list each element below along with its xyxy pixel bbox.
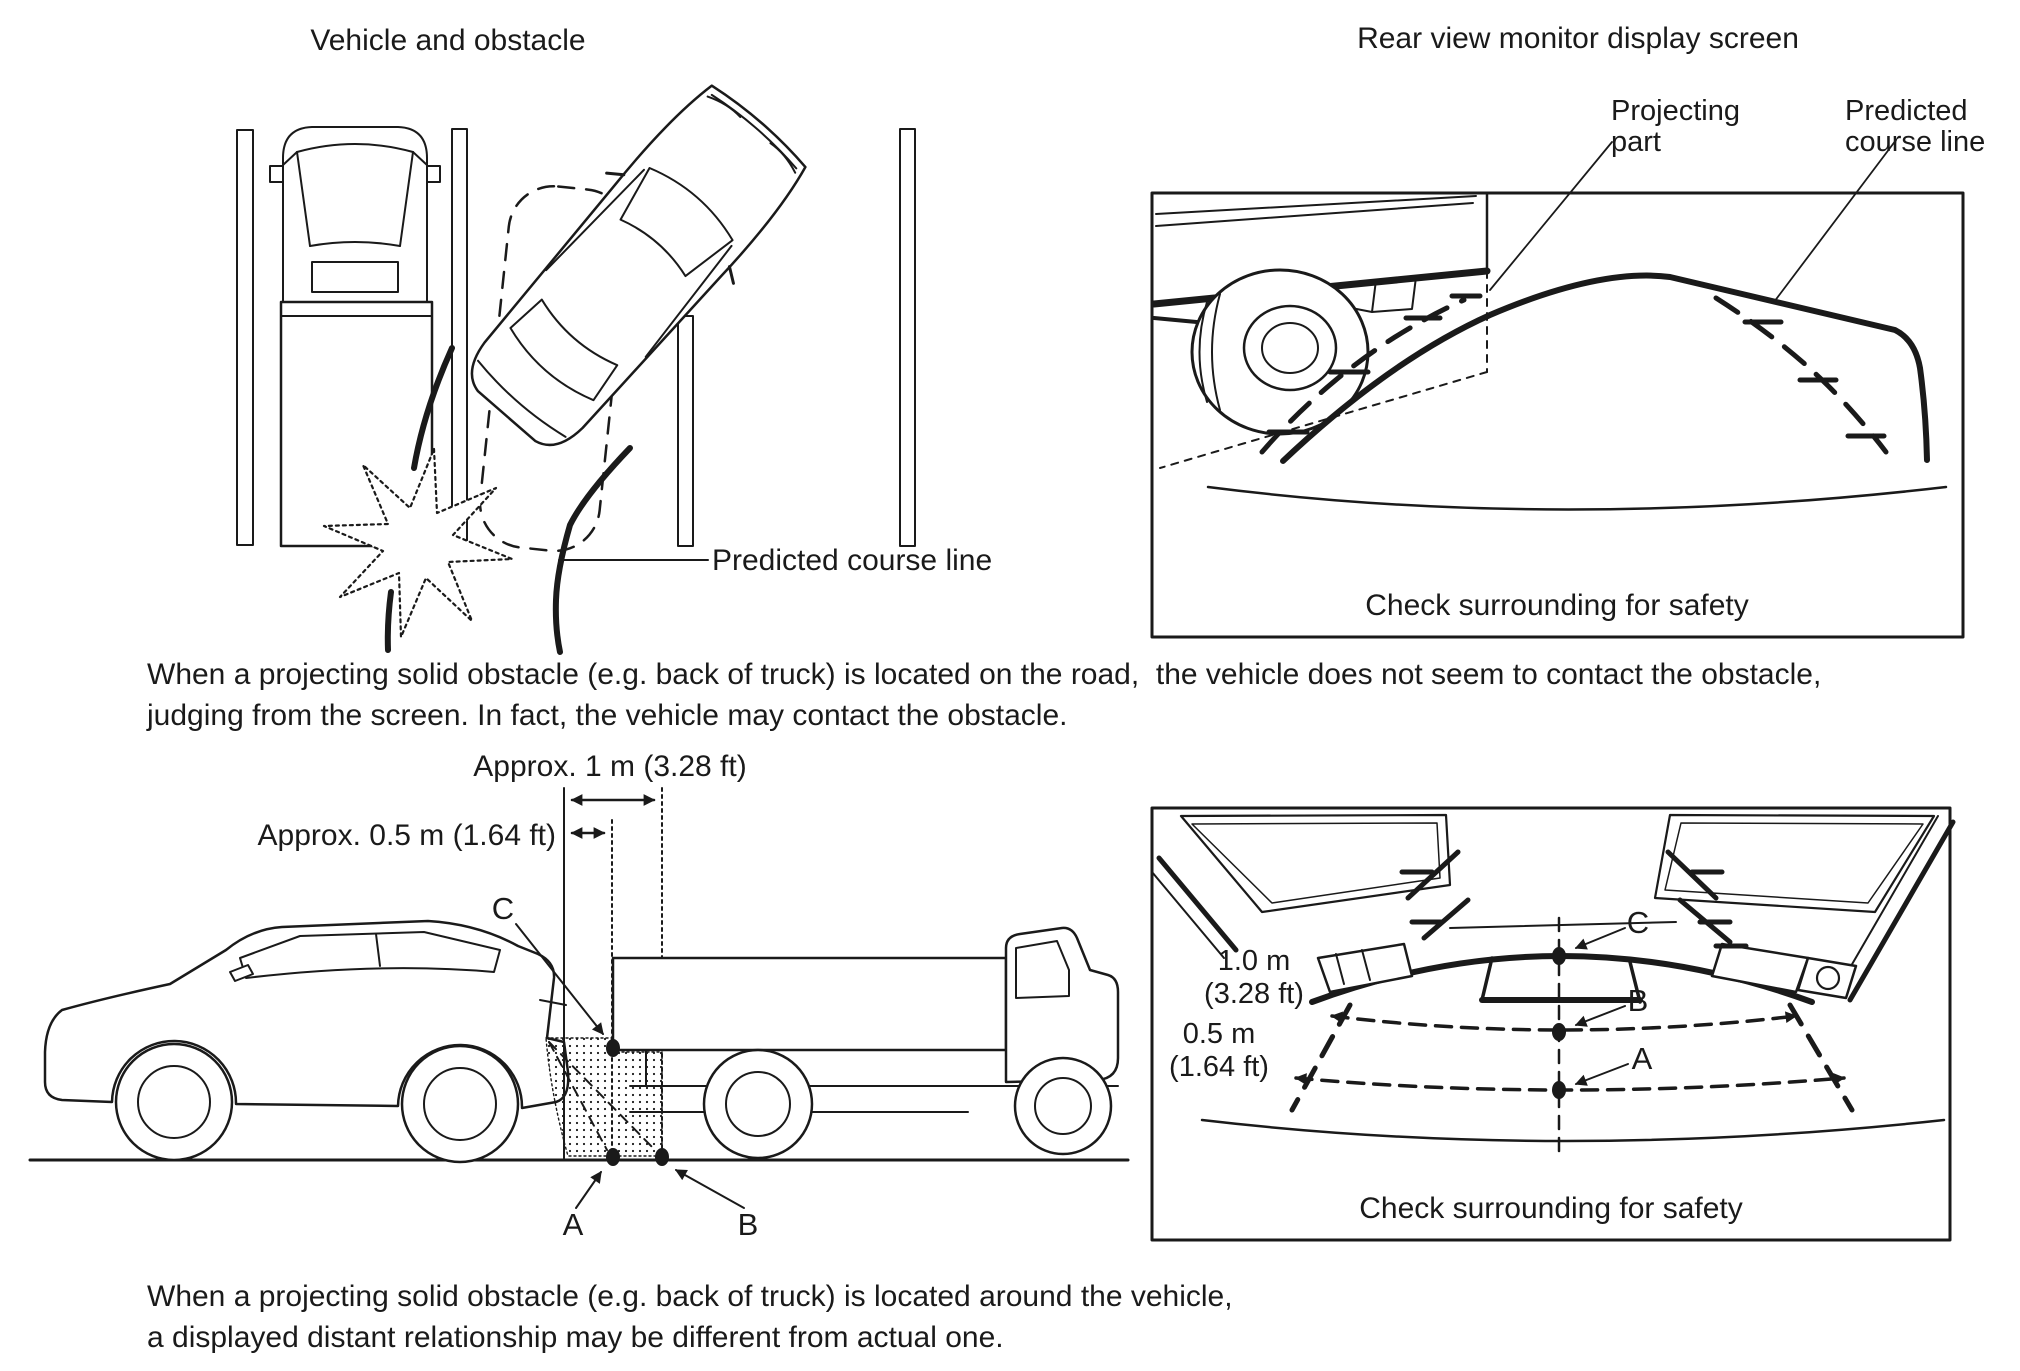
projecting-part-label <box>1611 96 1740 158</box>
reversing-car-top-view <box>443 68 825 471</box>
truck-side-view <box>613 928 1118 1158</box>
bottom-left-diagram <box>30 788 1128 1208</box>
middle-note-line1: When a projecting solid obstacle (e.g. back of truck) is located on the road, the vehicle does not seem to contact the obstacle, <box>147 658 1822 691</box>
parked-truck-top-view <box>270 127 440 546</box>
bottom-note-line2: a displayed distant relationship may be different from actual one. <box>147 1321 1004 1354</box>
projecting-part-label-line1: Projecting <box>1611 95 1740 127</box>
top-right-monitor-panel <box>1152 140 1963 637</box>
point-c-label-side: C <box>491 891 515 926</box>
screen-caption-1: Check surrounding for safety <box>1365 589 1749 622</box>
screen-distance-half-label <box>1144 1018 1294 1084</box>
screen-distance-half-line2: (1.64 ft) <box>1169 1051 1269 1083</box>
screen-distance-1m-line1: 1.0 m <box>1217 945 1291 977</box>
projecting-part-label-line2: part <box>1611 126 1661 158</box>
screen-caption-2: Check surrounding for safety <box>1359 1192 1743 1225</box>
middle-note-line2: judging from the screen. In fact, the vehicle may contact the obstacle. <box>147 699 1068 732</box>
screen-distance-1m-label <box>1179 945 1329 1011</box>
bottom-note-line1: When a projecting solid obstacle (e.g. back of truck) is located around the vehicle, <box>147 1280 1233 1313</box>
predicted-course-label-line1: Predicted <box>1845 95 1968 127</box>
predicted-course-label-top-left: Predicted course line <box>712 544 993 577</box>
dimension-1m-label: Approx. 1 m (3.28 ft) <box>473 750 747 783</box>
screen-distance-half-line1: 0.5 m <box>1182 1018 1256 1050</box>
top-left-title: Vehicle and obstacle <box>310 24 586 57</box>
point-a-label-side: A <box>562 1207 584 1242</box>
point-c-label-screen: C <box>1626 905 1650 940</box>
top-right-title: Rear view monitor display screen <box>1357 22 1799 55</box>
point-b-label-side: B <box>737 1207 759 1242</box>
point-a-label-screen: A <box>1631 1041 1653 1076</box>
predicted-course-label-top-right <box>1845 96 1985 158</box>
predicted-course-label-line2: course line <box>1845 126 1986 158</box>
screen-distance-1m-line2: (3.28 ft) <box>1204 978 1304 1010</box>
suv-side-view <box>45 921 568 1162</box>
point-b-label-screen: B <box>1627 983 1649 1018</box>
dimension-half-m-label: Approx. 0.5 m (1.64 ft) <box>257 819 556 852</box>
